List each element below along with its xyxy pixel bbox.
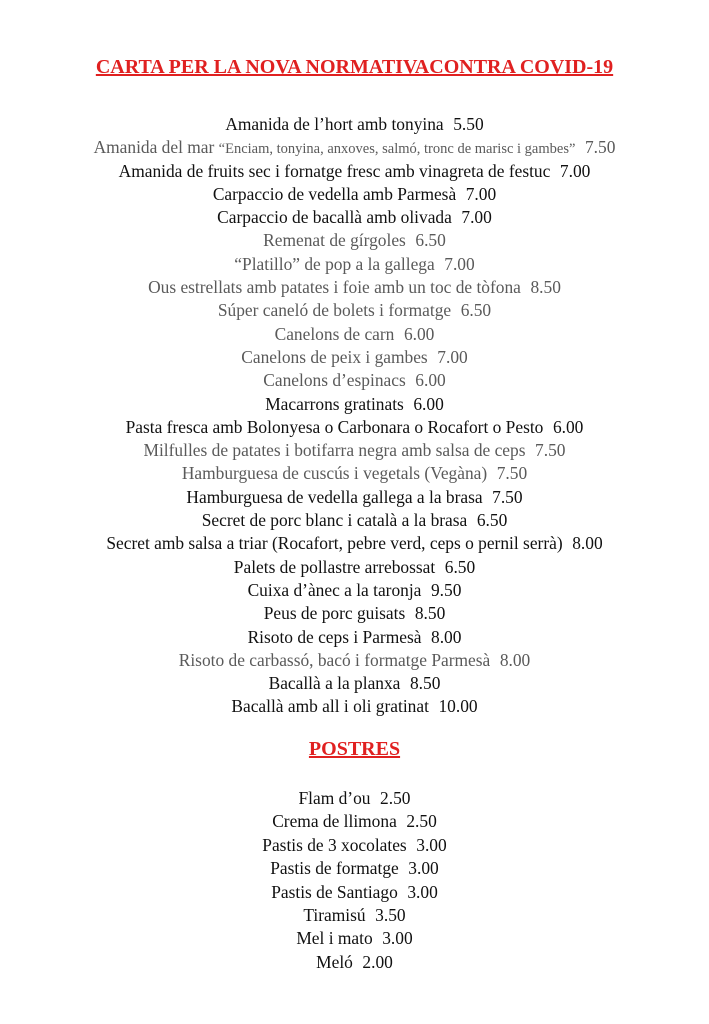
dessert-item-name: Mel i mato xyxy=(296,928,373,949)
dessert-item-name: Crema de llimona xyxy=(272,811,397,832)
dish-item-price: 6.00 xyxy=(413,393,444,414)
dish-item-price: 8.00 xyxy=(431,626,462,647)
dish-item xyxy=(0,509,709,532)
dessert-item xyxy=(0,834,709,857)
dish-item-price: 6.50 xyxy=(415,230,446,251)
dish-item-price: 10.00 xyxy=(438,696,478,717)
dish-item-price: 7.00 xyxy=(444,253,475,274)
dish-item xyxy=(0,602,709,625)
dessert-item-price: 2.50 xyxy=(406,811,437,832)
dish-item-name: Carpaccio de vedella amb Parmesà xyxy=(212,183,457,204)
dish-item-name: Risoto de carbassó, bacó i formatge Parmesà xyxy=(178,649,491,670)
dish-item xyxy=(0,346,709,369)
dish-item xyxy=(0,579,709,602)
dish-item xyxy=(0,299,709,322)
dish-item-price: 7.00 xyxy=(559,160,591,181)
dessert-item xyxy=(0,857,709,880)
dish-item-name: Pasta fresca amb Bolonyesa o Carbonara o Rocafort o Pesto xyxy=(125,416,544,437)
dessert-item xyxy=(0,951,709,974)
dish-item-price: 8.50 xyxy=(409,673,441,694)
dessert-item xyxy=(0,787,709,810)
dish-item-name: Carpaccio de bacallà amb olivada xyxy=(217,207,452,228)
dessert-item xyxy=(0,881,709,904)
dish-item-name: Secret de porc blanc i català a la brasa xyxy=(201,510,468,531)
dish-item-name: Hamburguesa de vedella gallega a la brasa xyxy=(186,486,483,507)
dish-item-name: Secret amb salsa a triar (Rocafort, pebre verd, ceps o pernil serrà) xyxy=(106,533,563,554)
dish-item xyxy=(0,532,709,555)
dish-item-price: 7.50 xyxy=(584,137,616,158)
dessert-item-name: Pastis de formatge xyxy=(270,858,399,879)
dish-item-name: Súper caneló de bolets i formatge xyxy=(217,300,452,321)
dish-item xyxy=(0,462,709,485)
dish-item xyxy=(0,136,709,159)
dish-item-price: 7.00 xyxy=(437,346,468,367)
dessert-item xyxy=(0,927,709,950)
dish-item-name: Cuixa d’ànec a la taronja xyxy=(247,579,422,600)
dish-item xyxy=(0,206,709,229)
dish-item-name: Hamburguesa de cuscús i vegetals (Vegàna) xyxy=(181,463,488,484)
dish-item-name: Milfulles de patates i botifarra negra amb salsa de ceps xyxy=(143,440,526,461)
dish-item-name: Risoto de ceps i Parmesà xyxy=(247,626,422,647)
dessert-list xyxy=(0,787,709,974)
dessert-item-name: Pastis de Santiago xyxy=(271,881,398,902)
dish-item-name: Ous estrellats amb patates i foie amb un toc de tòfona xyxy=(148,277,521,298)
dish-item-price: 8.00 xyxy=(499,649,531,670)
dish-item-name: Palets de pollastre arrebossat xyxy=(233,556,436,577)
dish-item-name: Canelons de peix i gambes xyxy=(241,346,428,367)
dish-item-price: 8.50 xyxy=(530,277,561,298)
dessert-item-price: 3.00 xyxy=(416,834,447,855)
dessert-item-price: 3.00 xyxy=(382,928,413,949)
dish-item-price: 6.00 xyxy=(415,370,446,391)
dish-item xyxy=(0,439,709,462)
dish-item-price: 5.50 xyxy=(453,114,484,134)
dish-item-price: 8.50 xyxy=(414,603,446,624)
dessert-item-price: 2.50 xyxy=(380,788,411,808)
dessert-item-name: Pastis de 3 xocolates xyxy=(262,834,407,855)
dish-item-note: “Enciam, tonyina, anxoves, salmó, tronc de marisc i gambes” xyxy=(218,141,576,158)
dessert-item-price: 3.00 xyxy=(408,858,439,879)
dish-item-price: 7.50 xyxy=(496,463,528,484)
dish-item-name: Remenat de gírgoles xyxy=(263,230,406,251)
dish-item xyxy=(0,556,709,579)
menu-title: CARTA PER LA NOVA NORMATIVACONTRA COVID-19 xyxy=(95,56,614,78)
dish-item xyxy=(0,160,709,183)
dish-item-name: Canelons de carn xyxy=(274,323,395,344)
dish-item-name: Bacallà a la planxa xyxy=(268,673,401,694)
postres-title: POSTRES xyxy=(308,738,401,760)
dish-item xyxy=(0,229,709,252)
dish-item-name: “Platillo” de pop a la gallega xyxy=(234,253,435,274)
dish-item xyxy=(0,276,709,299)
dish-item xyxy=(0,183,709,206)
dish-item-price: 8.00 xyxy=(572,533,603,554)
dish-item xyxy=(0,253,709,276)
dessert-item-price: 3.00 xyxy=(407,881,438,902)
dish-item-price: 6.00 xyxy=(552,416,584,437)
dish-item xyxy=(0,323,709,346)
dish-item-name: Peus de porc guisats xyxy=(263,603,406,624)
dish-item xyxy=(0,416,709,439)
dish-item-name: Amanida de fruits sec i fornatge fresc amb vinagreta de festuc xyxy=(118,160,551,181)
dessert-item-name: Flam d’ou xyxy=(298,788,371,808)
dish-item xyxy=(0,695,709,718)
dish-item-price: 7.00 xyxy=(465,183,497,204)
dish-item-price: 7.50 xyxy=(535,440,566,461)
dessert-item-name: Meló xyxy=(316,951,353,972)
dish-item xyxy=(0,626,709,649)
dessert-item xyxy=(0,904,709,927)
dessert-item-name: Tiramisú xyxy=(303,904,366,925)
dish-item-price: 7.00 xyxy=(461,207,492,228)
dish-item-price: 6.50 xyxy=(444,556,476,577)
dish-item-price: 6.50 xyxy=(460,300,492,321)
dish-item-name: Amanida de l’hort amb tonyina xyxy=(225,114,444,134)
dish-item xyxy=(0,649,709,672)
dish-item-name: Bacallà amb all i oli gratinat xyxy=(231,696,429,717)
dish-item xyxy=(0,393,709,416)
dish-item-name: Amanida del mar xyxy=(93,137,215,158)
dish-item xyxy=(0,369,709,392)
dish-item-price: 7.50 xyxy=(492,486,523,507)
dish-item-name: Canelons d’espinacs xyxy=(263,370,406,391)
dish-item-price: 6.00 xyxy=(403,323,435,344)
dessert-item xyxy=(0,810,709,833)
dish-item xyxy=(0,486,709,509)
dish-item-price: 6.50 xyxy=(476,510,508,531)
dish-item-name: Macarrons gratinats xyxy=(265,393,404,414)
dish-list xyxy=(0,113,709,719)
dish-item xyxy=(0,113,709,136)
dish-item-price: 9.50 xyxy=(430,579,462,600)
dessert-item-price: 2.00 xyxy=(362,951,393,972)
dessert-item-price: 3.50 xyxy=(375,904,406,925)
dish-item xyxy=(0,672,709,695)
